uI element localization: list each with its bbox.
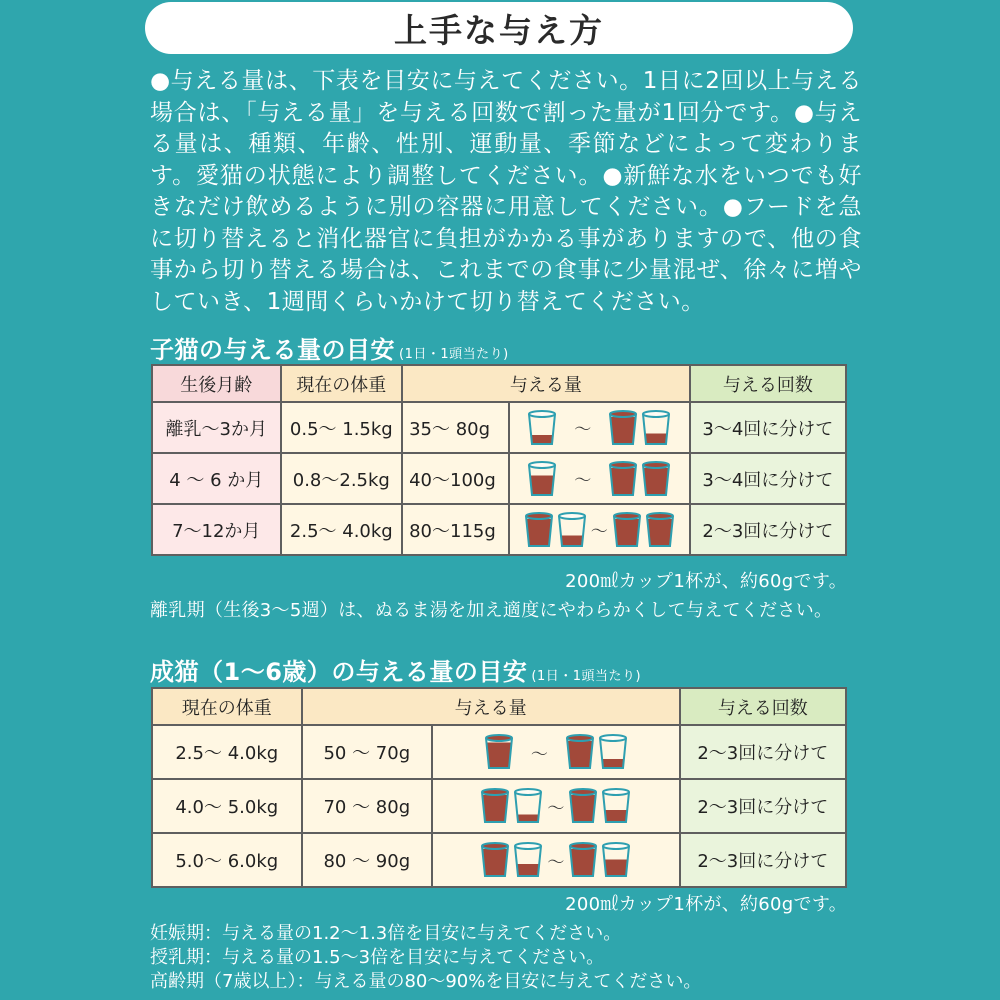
- weight-cell: 2.5〜 4.0kg: [152, 725, 302, 779]
- cup-food-fill: [486, 743, 511, 769]
- adult-header-amount: 与える量: [302, 688, 680, 725]
- cup-rim: [643, 411, 669, 417]
- cup-rim: [486, 735, 512, 741]
- cup-food-fill: [644, 468, 669, 495]
- cup-rim: [515, 843, 541, 849]
- kitten-header-age: 生後月齢: [152, 365, 281, 402]
- measuring-cup-icon: [480, 841, 510, 879]
- age-cell: 離乳〜3か月: [152, 402, 281, 453]
- times-cell: 2〜3回に分けて: [680, 833, 846, 887]
- adult-title-text: 成猫（1〜6歳）の与える量の目安: [150, 658, 528, 686]
- measuring-cup-icon: [641, 460, 671, 498]
- measuring-cup-icon: [513, 841, 543, 879]
- kitten-subtitle: (1日・1頭当たり): [399, 347, 509, 362]
- measuring-cup-icon: [565, 733, 595, 771]
- kitten-header-weight: 現在の体重: [281, 365, 403, 402]
- cup-rim: [526, 513, 552, 519]
- tilde-separator: 〜: [574, 471, 592, 491]
- cup-food-fill: [605, 860, 628, 877]
- times-cell: 2〜3回に分けて: [680, 725, 846, 779]
- cup-food-fill: [571, 849, 596, 876]
- amount-cell: 70 〜 80g: [302, 779, 433, 833]
- measuring-cup-icon: [484, 733, 514, 771]
- measuring-cup-icon: [608, 460, 638, 498]
- cup-food-fill: [602, 759, 624, 768]
- measuring-cup-icon: [527, 409, 557, 447]
- kitten-feeding-table: [151, 364, 847, 556]
- cup-food-fill: [531, 435, 553, 444]
- cup-rim: [600, 735, 626, 741]
- measuring-cup-icon: [612, 511, 642, 549]
- cup-rim: [643, 462, 669, 468]
- measuring-cup-icon: [568, 841, 598, 879]
- adult-feeding-table: [151, 687, 847, 888]
- age-cell: 4 〜 6 か月: [152, 453, 281, 504]
- cup-rim: [559, 513, 585, 519]
- tilde-separator: 〜: [547, 798, 565, 819]
- measuring-cup-icon: [568, 787, 598, 825]
- adult-section-title: [150, 652, 641, 687]
- table-row: [152, 453, 846, 504]
- kitten-header-times: 与える回数: [690, 365, 846, 402]
- tilde-separator: 〜: [530, 744, 548, 765]
- measuring-cup-icon: [527, 460, 557, 498]
- weight-cell: 4.0〜 5.0kg: [152, 779, 302, 833]
- weight-cell: 2.5〜 4.0kg: [281, 504, 403, 555]
- measuring-cup-icon: [557, 511, 587, 549]
- measuring-cup-icon: [601, 787, 631, 825]
- cup-rim: [515, 789, 541, 795]
- kitten-header-row: [152, 365, 846, 402]
- cup-rim: [647, 513, 673, 519]
- adult-subtitle: (1日・1頭当たり): [531, 669, 642, 684]
- cup-illustration: [432, 725, 680, 779]
- cup-food-fill: [567, 741, 592, 768]
- pregnancy-note: 妊娠期：与える量の1.2〜1.3倍を目安に与えてください。: [150, 923, 622, 944]
- times-cell: 3〜4回に分けて: [690, 453, 846, 504]
- adult-header-weight: 現在の体重: [152, 688, 302, 725]
- cup-illustration: [432, 833, 680, 887]
- amount-cell: 40〜100g: [402, 453, 509, 504]
- cup-food-fill: [518, 815, 540, 823]
- lifestage-notes: [150, 922, 701, 994]
- age-cell: 7〜12か月: [152, 504, 281, 555]
- senior-note: 高齢期（7歳以上）：与える量の80〜90%を目安に与えてください。: [150, 971, 702, 992]
- cup-food-fill: [645, 433, 667, 444]
- table-row: [152, 402, 846, 453]
- tilde-separator: 〜: [590, 522, 608, 542]
- times-cell: 3〜4回に分けて: [690, 402, 846, 453]
- page-title: 上手な与え方: [145, 2, 853, 54]
- measuring-cup-icon: [601, 841, 631, 879]
- cup-illustration: [509, 402, 690, 453]
- measuring-cup-icon: [524, 511, 554, 549]
- cup-rim: [610, 462, 636, 468]
- cup-food-fill: [614, 519, 639, 546]
- table-row: [152, 504, 846, 555]
- table-row: [152, 833, 846, 887]
- cup-rim: [567, 735, 593, 741]
- amount-cell: 80 〜 90g: [302, 833, 433, 887]
- cup-rim: [482, 789, 508, 795]
- cup-illustration: [432, 779, 680, 833]
- cup-food-fill: [483, 849, 508, 876]
- adult-header-times: 与える回数: [680, 688, 846, 725]
- measuring-cup-icon: [598, 733, 628, 771]
- cup-illustration: [509, 504, 690, 555]
- intro-paragraph: ●与える量は、下表を目安に与えてください。1日に2回以上与える場合は、「与える量」を与える回数で割った量が1回分です。●与える量は、種類、年齢、性別、運動量、季節などによって変わります。愛猫の状態により調整してください。●新鮮な水をいつでも好きなだけ飲めるように別の容器に用意してください。●フードを急に切り替えると消化器官に負担がかかる事がありますので、他の食事から切り替える場合は、これまでの食事に少量混ぜ、徐々に増やしていき、1週間くらいかけて切り替えてください。: [150, 68, 862, 315]
- weight-cell: 5.0〜 6.0kg: [152, 833, 302, 887]
- kitten-title-text: 子猫の与える量の目安: [150, 336, 395, 364]
- amount-cell: 50 〜 70g: [302, 725, 433, 779]
- measuring-cup-icon: [645, 511, 675, 549]
- measuring-cup-icon: [641, 409, 671, 447]
- cup-food-fill: [611, 417, 636, 444]
- cup-food-fill: [561, 535, 583, 546]
- kitten-header-amount: 与える量: [402, 365, 690, 402]
- cup-food-fill: [605, 810, 627, 822]
- weaning-note: 離乳期（生後3〜5週）は、ぬるま湯を加え適度にやわらかくして与えてください。: [150, 600, 833, 621]
- kitten-section-title: [150, 330, 509, 365]
- amount-cell: 35〜 80g: [402, 402, 509, 453]
- cup-food-fill: [647, 519, 672, 546]
- cup-rim: [603, 789, 629, 795]
- weight-cell: 0.8〜2.5kg: [281, 453, 403, 504]
- cup-illustration: [509, 453, 690, 504]
- cup-food-fill: [530, 475, 554, 495]
- tilde-separator: 〜: [547, 852, 565, 873]
- weight-cell: 0.5〜 1.5kg: [281, 402, 403, 453]
- cup-rim: [529, 462, 555, 468]
- cup-food-fill: [571, 795, 596, 822]
- cup-rim: [603, 843, 629, 849]
- cup-food-fill: [483, 795, 508, 822]
- cup-food-fill: [517, 864, 539, 876]
- measuring-cup-icon: [608, 409, 638, 447]
- measuring-cup-icon: [513, 787, 543, 825]
- times-cell: 2〜3回に分けて: [680, 779, 846, 833]
- amount-cell: 80〜115g: [402, 504, 509, 555]
- cup-rim: [610, 411, 636, 417]
- cup-rim: [482, 843, 508, 849]
- times-cell: 2〜3回に分けて: [690, 504, 846, 555]
- kitten-cup-note: 200㎖カップ1杯が、約60gです。: [565, 571, 847, 592]
- table-row: [152, 779, 846, 833]
- table-row: [152, 725, 846, 779]
- cup-rim: [529, 411, 555, 417]
- lactation-note: 授乳期：与える量の1.5〜3倍を目安に与えてください。: [150, 947, 605, 968]
- cup-food-fill: [611, 468, 636, 495]
- cup-rim: [570, 789, 596, 795]
- cup-food-fill: [526, 519, 551, 546]
- tilde-separator: 〜: [574, 420, 592, 440]
- adult-cup-note: 200㎖カップ1杯が、約60gです。: [565, 894, 847, 915]
- cup-rim: [570, 843, 596, 849]
- adult-header-row: [152, 688, 846, 725]
- measuring-cup-icon: [480, 787, 510, 825]
- cup-rim: [614, 513, 640, 519]
